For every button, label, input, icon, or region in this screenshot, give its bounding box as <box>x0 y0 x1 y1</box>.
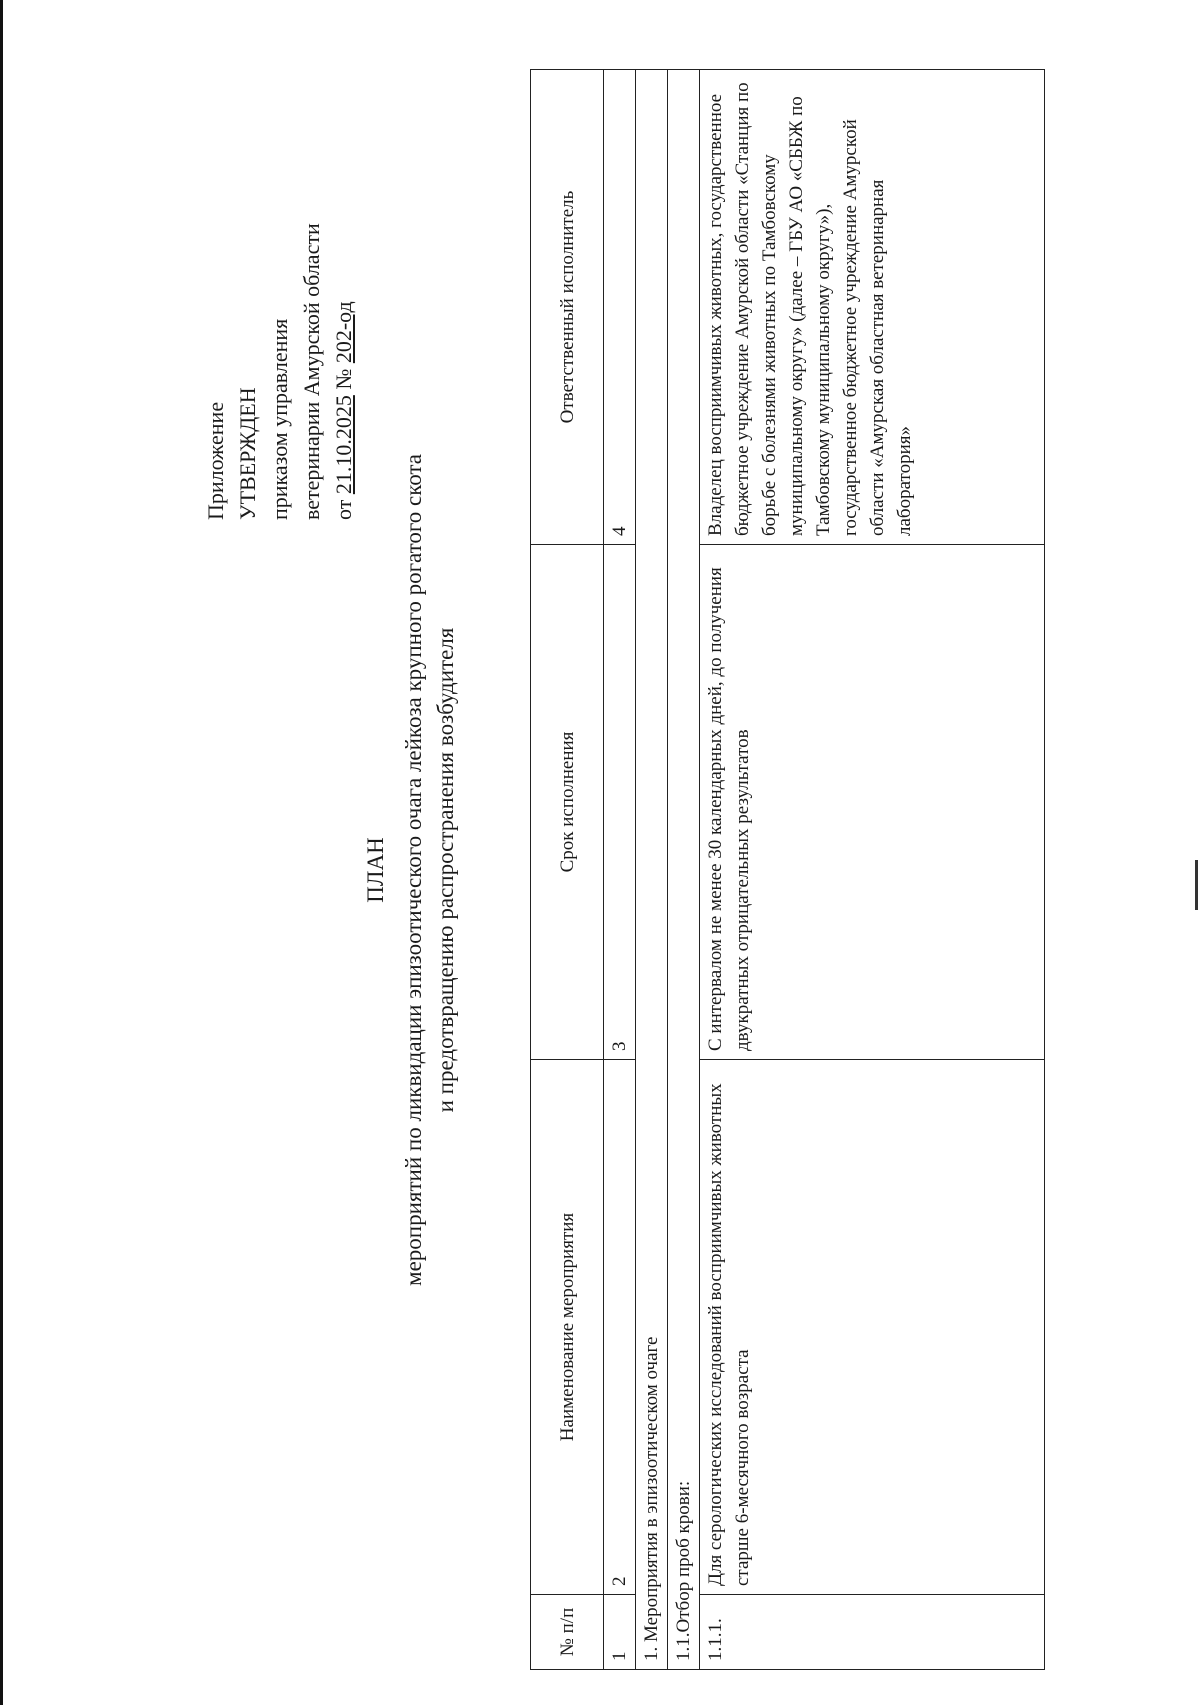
row-term: С интервалом не менее 30 календарных дней, до получения двукратных отрицательных результатов <box>700 545 1045 1060</box>
approval-appendix: Приложение <box>203 401 228 520</box>
approval-number: 202-од <box>331 301 356 364</box>
approval-number-prefix: № <box>331 363 356 396</box>
subsection-title: 1.1.Отбор проб крови: <box>668 70 700 1670</box>
document-page <box>90 40 1050 1700</box>
column-number-row <box>604 70 636 1670</box>
table-row <box>700 70 1045 1670</box>
scan-edge-left <box>0 0 3 1705</box>
approval-date-prefix: от <box>331 494 356 520</box>
plan-heading: ПЛАН <box>363 837 388 903</box>
document-title <box>360 40 462 1700</box>
row-name: Для серологических исследований восприимчивых животных старше 6-месячного возраста <box>700 1060 1045 1595</box>
approval-stamp <box>200 50 360 520</box>
plan-table <box>530 69 1045 1670</box>
plan-subtitle-line2: и предотвращению распространения возбудителя <box>433 627 458 1113</box>
row-number: 1.1.1. <box>700 1595 1045 1670</box>
scan-edge-right <box>1195 860 1198 910</box>
subsection-row <box>668 70 700 1670</box>
header-name: Наименование мероприятия <box>531 1060 604 1595</box>
plan-subtitle-line1: мероприятий по ликвидации эпизоотического очага лейкоза крупного рогатого скота <box>401 454 426 1286</box>
column-number-1: 1 <box>604 1595 636 1670</box>
header-executor: Ответственный исполнитель <box>531 70 604 545</box>
approval-order-by: приказом управления <box>267 318 292 520</box>
row-executor: Владелец восприимчивых животных, государственное бюджетное учреждение Амурской области «Станция по борьбе с болезнями животных по Тамбовскому муниципальному округу» (далее – ГБУ АО «СББЖ по Тамбовскому муниципальному округу»), государственное бюджетное учреждение Амурской области «Амурская областная ветеринарная лаборатория» <box>700 70 1045 545</box>
section-title: 1. Мероприятия в эпизоотическом очаге <box>636 70 668 1670</box>
header-term: Срок исполнения <box>531 545 604 1060</box>
column-number-4: 4 <box>604 70 636 545</box>
approval-approved: УТВЕРЖДЕН <box>235 387 260 520</box>
approval-date-line <box>328 50 360 520</box>
column-number-2: 2 <box>604 1060 636 1595</box>
approval-date: 21.10.2025 <box>331 395 356 495</box>
approval-authority: ветеринарии Амурской области <box>299 223 324 520</box>
header-number: № п/п <box>531 1595 604 1670</box>
column-number-3: 3 <box>604 545 636 1060</box>
section-row <box>636 70 668 1670</box>
table-header-row <box>531 70 604 1670</box>
